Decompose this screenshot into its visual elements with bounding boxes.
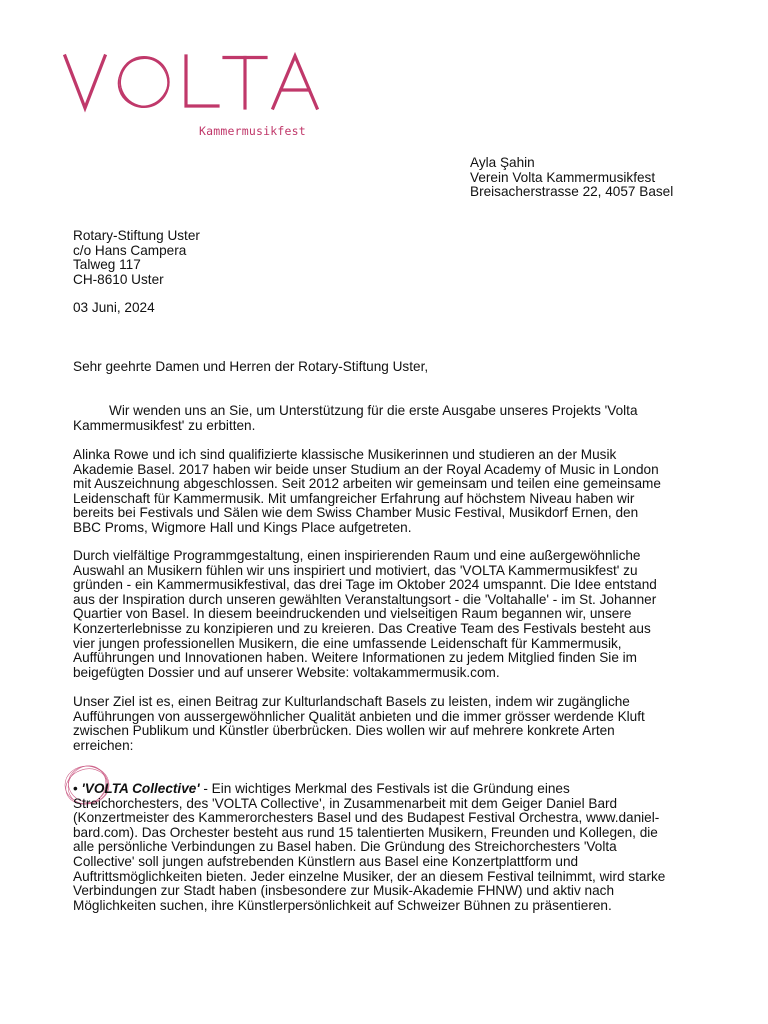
- paragraph-line: aus der Inspiration durch unseren gewählten Veranstaltungsort - die 'Voltahalle' - im St. Johanner: [73, 591, 657, 607]
- paragraph-line: bereits bei Festivals und Sälen wie dem Swiss Chamber Music Festival, Musikdorf Ernen, den: [73, 505, 639, 521]
- bullet-title: 'VOLTA Collective': [81, 781, 200, 796]
- recipient-city: CH-8610 Uster: [73, 271, 164, 287]
- paragraph-intro: [73, 404, 698, 433]
- paragraph-line: Konzerterlebnisse zu konzipieren und zu kreieren. Das Creative Team des Festivals besteht aus: [73, 620, 651, 636]
- paragraph-line: mit Auszeichnung abgeschlossen. Seit 2012 arbeiten wir gemeinsam und teilen eine gemeinsame: [73, 476, 661, 492]
- paragraph-line: beigefügten Dossier und auf unserer Website: voltakammermusik.com.: [73, 664, 500, 680]
- paragraph-festival: [73, 549, 698, 680]
- sender-address: [470, 156, 673, 200]
- volta-wordmark: [62, 50, 324, 116]
- bullet-line: Verbindungen zur Stadt haben (insbesondere zur Musik-Akademie FHNW) und aktiv nach: [73, 883, 615, 899]
- recipient-care-of: c/o Hans Campera: [73, 242, 187, 258]
- paragraph-line: Quartier von Basel. In diesem beeindruckenden und vielseitigen Raum begannen wir, unsere: [73, 606, 632, 622]
- paragraph-line: erreichen:: [73, 737, 134, 753]
- paragraph-line: Auswahl an Musikern fühlen wir uns inspiriert und motiviert, das 'VOLTA Kammermusikfest' zu: [73, 562, 638, 578]
- paragraph-about-us: [73, 448, 698, 536]
- recipient-name: Rotary-Stiftung Uster: [73, 228, 200, 243]
- paragraph-line: Aufführungen und Innovationen haben. Weitere Informationen zu jedem Mitglied finden Sie im: [73, 650, 638, 666]
- paragraph-line: Aufführungen von aussergewöhnlicher Qualität anbieten und die immer grösser werdende Kluft: [73, 708, 645, 724]
- paragraph-line: Leidenschaft für Kammermusik. Mit umfangreicher Erfahrung auf höchstem Niveau haben wir: [73, 490, 635, 506]
- paragraph-line: Akademie Basel. 2017 haben wir beide unser Studium an der Royal Academy of Music in London: [73, 461, 659, 477]
- bullet-volta-collective: [73, 782, 698, 913]
- bullet-line: (Konzertmeister des Kammerorchesters Basel und des Budapest Festival Orchestra, www.daniel-: [73, 810, 660, 826]
- bullet-line: alle persönliche Verbindungen zu Basel haben. Die Gründung des Streichorchesters 'Volta: [73, 839, 617, 855]
- bullet-line: Collective' soll jungen aufstrebenden Künstlern aus Basel eine Konzertplattform und: [73, 853, 579, 869]
- paragraph-line: BBC Proms, Wigmore Hall und Kings Place aufgetreten.: [73, 519, 412, 535]
- recipient-street: Talweg 117: [73, 257, 141, 273]
- recipient-address: [73, 229, 200, 287]
- paragraph-line: Durch vielfältige Programmgestaltung, einen inspirierenden Raum und eine außergewöhnliche: [73, 548, 641, 563]
- bullet-line: Streichorchesters, des 'VOLTA Collective', in Zusammenarbeit mit dem Geiger Daniel Bard: [73, 795, 618, 811]
- bullet-line: bard.com). Das Orchester besteht aus rund 15 talentierten Musikern, Freunden und Kollegen, die: [73, 824, 658, 840]
- paragraph-line: zwischen Publikum und Künstler überbrücken. Dies wollen wir auf mehrere konkrete Arten: [73, 723, 615, 739]
- paragraph-line: Kammermusikfest' zu erbitten.: [73, 417, 256, 433]
- paragraph-line: gründen - ein Kammermusikfestival, das drei Tage im Oktober 2024 umspannt. Die Idee entstand: [73, 577, 657, 593]
- logo-subtitle: Kammermusikfest: [199, 124, 306, 138]
- bullet-first-line-text: - Ein wichtiges Merkmal des Festivals ist die Gründung eines: [199, 781, 570, 796]
- sender-organisation: Verein Volta Kammermusikfest: [470, 169, 656, 185]
- sender-name: Ayla Şahin: [470, 155, 535, 170]
- sender-street: Breisacherstrasse 22, 4057 Basel: [470, 184, 674, 200]
- paragraph-goals: [73, 695, 698, 753]
- paragraph-line: vier jungen professionellen Musikern, die eine umfassende Leidenschaft für Kammermusik,: [73, 635, 622, 651]
- paragraph-line: Unser Ziel ist es, einen Beitrag zur Kulturlandschaft Basels zu leisten, indem wir zugängliche: [73, 694, 630, 709]
- salutation: Sehr geehrte Damen und Herren der Rotary-Stiftung Uster,: [73, 359, 429, 374]
- volta-logo: [62, 50, 324, 142]
- bullet-line: Möglichkeiten suchen, ihre Künstlerpersönlichkeit auf Schweizer Bühnen zu präsentieren.: [73, 897, 612, 913]
- bullet-line: Auftrittsmöglichkeiten bieten. Jeder einzelne Musiker, der an diesem Festival teilnimmt, wird starke: [73, 868, 666, 884]
- bullet-first-line: [73, 782, 698, 797]
- paragraph-line: Alinka Rowe und ich sind qualifizierte klassische Musikerinnen und studieren an der Musik: [73, 447, 617, 462]
- paragraph-line: Wir wenden uns an Sie, um Unterstützung für die erste Ausgabe unseres Projekts 'Volta: [109, 403, 638, 418]
- letter-date: 03 Juni, 2024: [73, 300, 155, 315]
- bullet-marker: •: [73, 781, 78, 796]
